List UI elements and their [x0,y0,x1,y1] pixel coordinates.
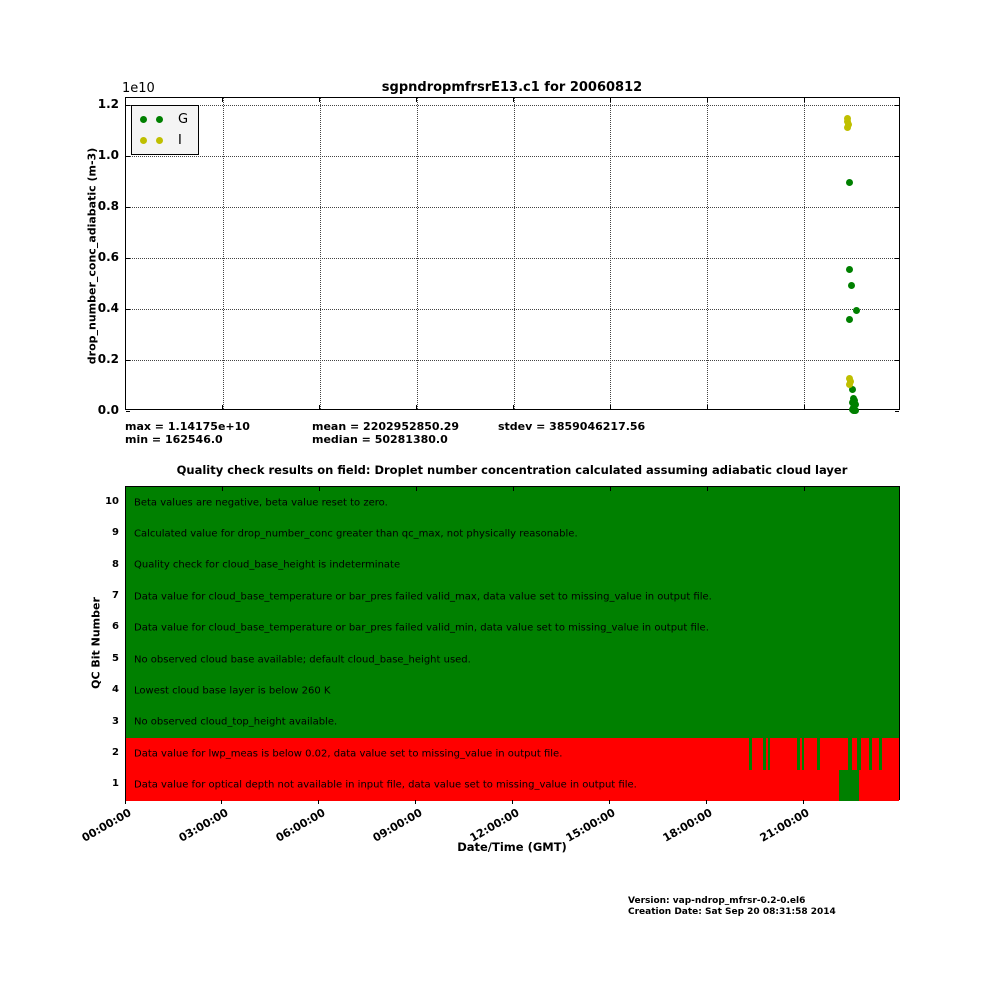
qc-pass-segment [763,738,766,769]
qc-xtick-mark-top [804,487,805,491]
ytick-mark-left [126,156,130,157]
ytick-mark-left [126,411,130,412]
qc-row-description: No observed cloud base available; default cloud_base_height used. [134,654,471,666]
gridline-y [126,207,899,208]
qc-xtick-mark-bottom [803,800,804,804]
ytick-label: 0.6 [97,250,119,264]
qc-xtick-mark-top [707,487,708,491]
footer-version: Version: vap-ndrop_mfrsr-0.2-0.el6 [628,896,806,906]
legend-label: G [178,112,189,127]
qc-row-description: Beta values are negative, beta value reset to zero. [134,497,388,509]
legend-label: I [178,133,182,148]
xtick-mark-top [804,98,805,102]
xtick-label: 00:00:00 [79,806,134,845]
stat-median: median = 50281380.0 [312,433,448,446]
gridline-x [610,98,611,409]
stat-max: max = 1.14175e+10 [125,420,250,433]
stat-min: min = 162546.0 [125,433,223,446]
ytick-mark-right [895,207,899,208]
qc-row-description: Data value for cloud_base_temperature or bar_pres failed valid_max, data value set to missing_value in output file. [134,591,712,603]
ytick-label: 0.4 [97,301,119,315]
xtick-mark-bottom [707,405,708,409]
xtick-label: 06:00:00 [273,806,328,845]
qc-xtick-mark-top [222,487,223,491]
qc-pass-segment [848,738,852,769]
stat-stdev: stdev = 3859046217.56 [498,420,646,433]
qc-row-bit-10 [126,487,899,518]
qc-xtick-mark-bottom [221,800,222,804]
data-point-g [852,407,859,414]
legend-entry-g [140,112,188,127]
ytick-mark-left [126,360,130,361]
qc-pass-segment [879,738,882,769]
qc-row-description: Calculated value for drop_number_conc greater than qc_max, not physically reasonable. [134,528,578,540]
gridline-y [126,258,899,259]
top-chart-title: sgpndropmfrsrE13.c1 for 20060812 [381,80,643,95]
ytick-label: 1.0 [97,148,119,162]
xtick-label: 03:00:00 [176,806,231,845]
ytick-mark-right [895,360,899,361]
data-point-i [844,124,851,131]
xtick-mark-top [319,98,320,102]
qc-xtick-mark-bottom [125,800,126,804]
qc-bit-number: 2 [112,746,119,758]
qc-row-description: No observed cloud_top_height available. [134,716,338,728]
data-point-g [853,307,860,314]
gridline-x [804,98,805,409]
qc-pass-segment [749,738,752,769]
gridline-x [223,98,224,409]
qc-row-bit-4 [126,675,899,706]
ytick-mark-left [126,207,130,208]
xtick-label: 21:00:00 [757,806,812,845]
qc-row-description: Quality check for cloud_base_height is indeterminate [134,559,401,571]
legend-marker-icon [156,137,163,144]
qc-bit-number: 8 [112,558,119,570]
top-plot-area [125,97,900,410]
data-point-g [848,282,855,289]
qc-row-bit-8 [126,550,899,581]
qc-xtick-mark-bottom [512,800,513,804]
qc-pass-segment [797,738,800,769]
qc-row-description: Data value for optical depth not available in input file, data value set to missing_value in output file. [134,779,637,791]
legend-marker-icon [140,116,147,123]
qc-row-bit-6 [126,613,899,644]
qc-bit-number: 7 [112,589,119,601]
qc-pass-segment [869,738,872,769]
qc-xtick-mark-bottom [706,800,707,804]
qc-row-bit-2 [126,738,899,769]
ytick-label: 1.2 [97,97,119,111]
ytick-mark-right [895,105,899,106]
footer-creation-date: Creation Date: Sat Sep 20 08:31:58 2014 [628,907,836,917]
ytick-mark-left [126,258,130,259]
xtick-mark-bottom [804,405,805,409]
qc-pass-segment [817,738,820,769]
xtick-mark-bottom [513,405,514,409]
xtick-label: 18:00:00 [660,806,715,845]
ytick-mark-right [895,411,899,412]
gridline-y [126,156,899,157]
qc-bit-number: 4 [112,684,119,696]
qc-bit-number: 10 [105,495,119,507]
ytick-mark-right [895,156,899,157]
stat-mean: mean = 2202952850.29 [312,420,460,433]
data-point-g [846,179,853,186]
xtick-label: 09:00:00 [370,806,425,845]
qc-row-description: Data value for lwp_meas is below 0.02, data value set to missing_value in output file. [134,748,563,760]
legend-marker-icon [140,137,147,144]
gridline-x [320,98,321,409]
y-offset-label: 1e10 [122,81,155,96]
top-chart-ylabel: drop_number_conc_adiabatic (m-3) [85,147,99,365]
xtick-mark-top [610,98,611,102]
gridline-x [417,98,418,409]
qc-pass-segment [802,738,805,769]
ytick-label: 0.0 [97,403,119,417]
qc-xtick-mark-top [416,487,417,491]
ytick-mark-right [895,258,899,259]
xtick-mark-top [222,98,223,102]
qc-row-bit-1 [126,770,899,801]
gridline-y [126,105,899,106]
data-point-g [846,316,853,323]
qc-xtick-mark-top [319,487,320,491]
xtick-mark-top [513,98,514,102]
legend-marker-icon [156,116,163,123]
ytick-mark-left [126,105,130,106]
ytick-label: 0.8 [97,199,119,213]
xtick-mark-top [416,98,417,102]
qc-plot-area [125,486,900,800]
qc-row-description: Lowest cloud base layer is below 260 K [134,685,331,697]
xtick-label: 15:00:00 [563,806,618,845]
qc-pass-segment [768,738,771,769]
legend-entry-i [140,133,188,148]
qc-bit-number: 5 [112,652,119,664]
qc-row-bit-7 [126,581,899,612]
xtick-mark-bottom [222,405,223,409]
qc-xtick-mark-top [610,487,611,491]
qc-chart-title: Quality check results on field: Droplet number concentration calculated assuming adiabatic cloud layer [176,463,848,477]
qc-bit-number: 3 [112,715,119,727]
ytick-label: 0.2 [97,352,119,366]
legend-box [131,105,199,155]
qc-xtick-mark-bottom [318,800,319,804]
gridline-x [514,98,515,409]
qc-chart-ylabel: QC Bit Number [89,597,103,689]
footer-block [628,896,836,918]
xtick-mark-bottom [610,405,611,409]
qc-xtick-mark-bottom [609,800,610,804]
x-axis-label: Date/Time (GMT) [457,840,567,854]
data-point-g [846,266,853,273]
gridline-x [707,98,708,409]
gridline-y [126,309,899,310]
ytick-mark-right [895,309,899,310]
xtick-mark-bottom [416,405,417,409]
qc-bit-number: 6 [112,621,119,633]
xtick-mark-top [707,98,708,102]
qc-bit-number: 1 [112,778,119,790]
qc-xtick-mark-top [513,487,514,491]
xtick-label: 12:00:00 [467,806,521,845]
qc-bit-number: 9 [112,527,119,539]
qc-pass-segment [857,738,861,769]
qc-row-bit-5 [126,644,899,675]
ytick-mark-left [126,309,130,310]
qc-row-bit-9 [126,518,899,549]
qc-xtick-mark-bottom [415,800,416,804]
qc-pass-segment [839,770,859,801]
xtick-mark-bottom [319,405,320,409]
qc-row-bit-3 [126,707,899,738]
gridline-y [126,360,899,361]
qc-row-description: Data value for cloud_base_temperature or bar_pres failed valid_min, data value set to missing_value in output file. [134,622,709,634]
